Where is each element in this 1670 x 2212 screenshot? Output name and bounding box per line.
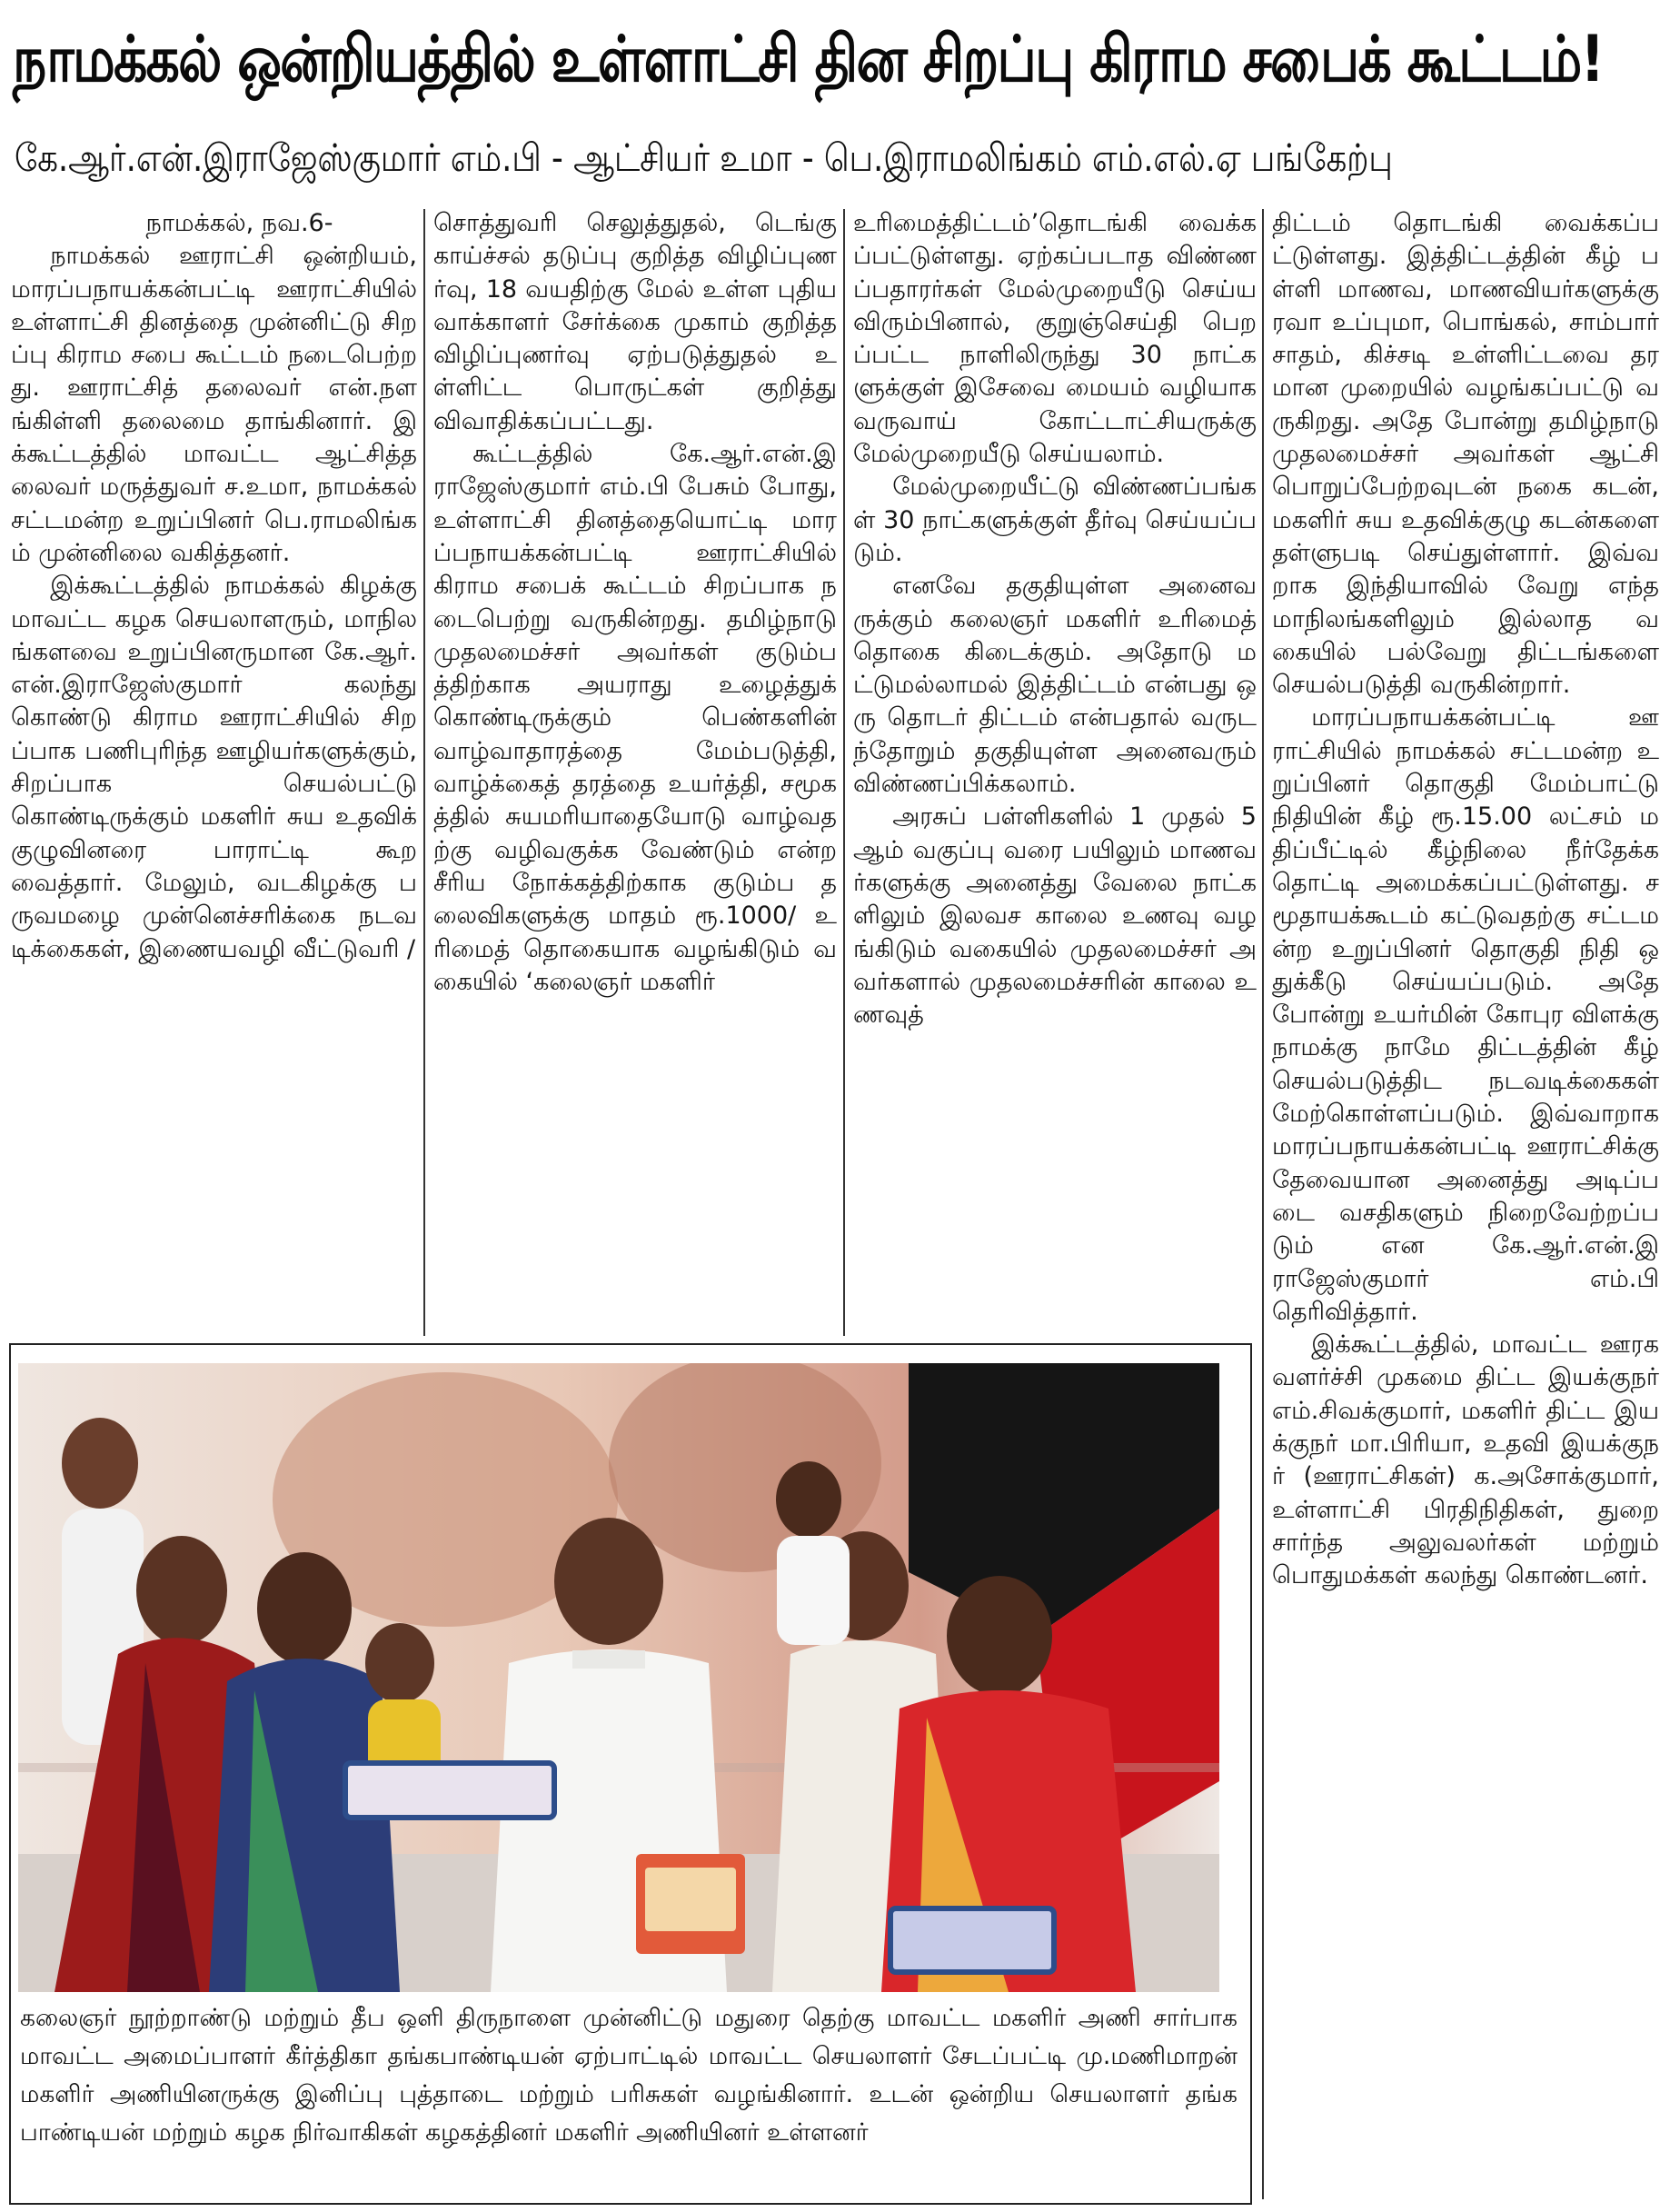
article-paragraph: இக்கூட்டத்தில் நாமக்கல் கிழக்கு மாவட்ட கழக செயலாளரும், மாநிலங்களவை உறுப்பினருமான கே.ஆர்.என்.இராஜேஸ்குமார் கலந்து கொண்டு கிராம ஊராட்சியில் சிறப்பாக பணிபுரிந்த ஊழியர்களுக்கும், சிறப்பாக செயல்பட்டு கொண்டிருக்கும் மகளிர் சுய உதவிக் குழுவினரை பாராட்டி கூற வைத்தார். மேலும், வடகிழக்கு பருவமழை முன்னெச்சரிக்கை நடவடிக்கைகள், இணையவழி வீட்டுவரி / <box>11 572 417 963</box>
article-paragraph: மாரப்பநாயக்கன்பட்டி ஊராட்சியில் நாமக்கல் சட்டமன்ற உறுப்பினர் தொகுதி மேம்பாட்டு நிதியின் கீழ் ரூ.15.00 லட்சம் மதிப்பீட்டில் கீழ்நிலை நீர்தேக்க தொட்டி அமைக்கப்பட்டுள்ளது. சமூதாயக்கூடம் கட்டுவதற்கு சட்டமன்ற உறுப்பினர் தொகுதி நிதி ஒதுக்கீடு செய்யப்படும். அதே போன்று உயர்மின் கோபுர விளக்கு நாமக்கு நாமே திட்டத்தின் கீழ் செயல்படுத்திட நடவடிக்கைகள் மேற்கொள்ளப்படும். இவ்வாறாக மாரப்பநாயக்கன்பட்டி ஊராட்சிக்கு தேவையான அனைத்து அடிப்படை வசதிகளும் நிறைவேற்றப்படும் என கே.ஆர்.என்.இராஜேஸ்குமார் எம்.பி தெரிவித்தார். <box>1272 703 1659 1326</box>
article-paragraph: சொத்துவரி செலுத்துதல், டெங்கு காய்ச்சல் தடுப்பு குறித்த விழிப்புணர்வு, 18 வயதிற்கு மேல் உள்ள புதிய வாக்காளர் சேர்க்கை முகாம் குறித்த விழிப்புணர்வு ஏற்படுத்துதல் உள்ளிட்ட பொருட்கள் குறித்து விவாதிக்கப்பட்டது. <box>433 209 837 435</box>
column-rule <box>1262 209 1264 2199</box>
article-column-1 <box>11 207 417 1357</box>
article-paragraph: நாமக்கல் ஊராட்சி ஒன்றியம், மாரப்பநாயக்கன்பட்டி ஊராட்சியில் உள்ளாட்சி தினத்தை முன்னிட்டு சிறப்பு கிராம சபை கூட்டம் நடைபெற்றது. ஊராட்சித் தலைவர் என்.நளங்கிள்ளி தலைமை தாங்கினார். இக்கூட்டத்தில் மாவட்ட ஆட்சித்தலைவர் மருத்துவர் ச.உமா, நாமக்கல் சட்டமன்ற உறுப்பினர் பெ.ராமலிங்கம் முன்னிலை வகித்தனர். <box>11 242 417 567</box>
subheadline: கே.ஆர்.என்.இராஜேஸ்குமார் எம்.பி - ஆட்சியர் உமா - பெ.இராமலிங்கம் எம்.எல்.ஏ பங்கேற்பு <box>15 135 1393 180</box>
article-paragraph: இக்கூட்டத்தில், மாவட்ட ஊரக வளர்ச்சி முகமை திட்ட இயக்குநர் எம்.சிவக்குமார், மகளிர் திட்ட இயக்குநர் மா.பிரியா, உதவி இயக்குநர் (ஊராட்சிகள்) க.அசோக்குமார், உள்ளாட்சி பிரதிநிதிகள், துறை சார்ந்த அலுவலர்கள் மற்றும் பொதுமக்கள் கலந்து கொண்டனர். <box>1272 1330 1659 1590</box>
article-paragraph: கூட்டத்தில் கே.ஆர்.என்.இராஜேஸ்குமார் எம்.பி பேசும் போது, உள்ளாட்சி தினத்தையொட்டி மாரப்பநாயக்கன்பட்டி ஊராட்சியில் கிராம சபைக் கூட்டம் சிறப்பாக நடைபெற்று வருகின்றது. தமிழ்நாடு முதலமைச்சர் அவர்கள் குடும்பத்திற்காக அயராது உழைத்துக் கொண்டிருக்கும் பெண்களின் வாழ்வாதாரத்தை மேம்படுத்தி, வாழ்க்கைத் தரத்தை உயர்த்தி, சமூகத்தில் சுயமரியாதையோடு வாழ்வதற்கு வழிவகுக்க வேண்டும் என்ற சீரிய நோக்கத்திற்காக குடும்ப தலைவிகளுக்கு மாதம் ரூ.1000/ உரிமைத் தொகையாக வழங்கிடும் வகையில் ‘கலைஞர் மகளிர் <box>433 440 837 996</box>
event-photo <box>18 1363 1219 1992</box>
article-column-3 <box>853 207 1257 1357</box>
article-paragraph: திட்டம் தொடங்கி வைக்கப்பட்டுள்ளது. இத்திட்டத்தின் கீழ் பள்ளி மாணவ, மாணவியர்களுக்கு ரவா உப்புமா, பொங்கல், சாம்பார் சாதம், கிச்சடி உள்ளிட்டவை தரமான முறையில் வழங்கப்பட்டு வருகிறது. அதே போன்று தமிழ்நாடு முதலமைச்சர் அவர்கள் ஆட்சி பொறுப்பேற்றவுடன் நகை கடன், மகளிர் சுய உதவிக்குழு கடன்களை தள்ளுபடி செய்துள்ளார். இவ்வறாக இந்தியாவில் வேறு எந்த மாநிலங்களிலும் இல்லாத வகையில் பல்வேறு திட்டங்களை செயல்படுத்தி வருகின்றார். <box>1272 209 1659 700</box>
event-photo-illustration <box>18 1363 1219 1992</box>
article-paragraph: உரிமைத்திட்டம்’தொடங்கி வைக்கப்பட்டுள்ளது. ஏற்கப்படாத விண்ணப்பதாரர்கள் மேல்முறையீடு செய்ய விரும்பினால், குறுஞ்செய்தி பெறப்பட்ட நாளிலிருந்து 30 நாட்களுக்குள் இசேவை மையம் வழியாக வருவாய் கோட்டாட்சியருக்கு மேல்முறையீடு செய்யலாம். <box>853 209 1257 469</box>
headline: நாமக்கல் ஒன்றியத்தில் உள்ளாட்சி தின சிறப்பு கிராம சபைக் கூட்டம்! <box>13 22 1604 96</box>
article-paragraph: அரசுப் பள்ளிகளில் 1 முதல் 5 ஆம் வகுப்பு வரை பயிலும் மாணவர்களுக்கு அனைத்து வேலை நாட்களிலும் இலவச காலை உணவு வழங்கிடும் வகையில் முதலமைச்சர் அவர்களால் முதலமைச்சரின் காலை உணவுத் <box>853 802 1257 1030</box>
article-paragraph: மேல்முறையீட்டு விண்ணப்பங்கள் 30 நாட்களுக்குள் தீர்வு செய்யப்படும். <box>853 473 1257 567</box>
article-column-2 <box>433 207 837 1357</box>
column-rule <box>423 209 425 1336</box>
photo-caption: கலைஞர் நூற்றாண்டு மற்றும் தீப ஒளி திருநாளை முன்னிட்டு மதுரை தெற்கு மாவட்ட மகளிர் அணி சார்பாக மாவட்ட அமைப்பாளர் கீர்த்திகா தங்கபாண்டியன் ஏற்பாட்டில் மாவட்ட செயலாளர் சேடப்பட்டி மு.மணிமாறன் மகளிர் அணியினருக்கு இனிப்பு புத்தாடை மற்றும் பரிசுகள் வழங்கினார். உடன் ஒன்றிய செயலாளர் தங்கபாண்டியன் மற்றும் கழக நிர்வாகிகள் கழகத்தினர் மகளிர் அணியினர் உள்ளனர் <box>20 2004 1238 2147</box>
column-rule <box>843 209 845 1336</box>
article-column-4 <box>1272 207 1659 2207</box>
article-paragraph: எனவே தகுதியுள்ள அனைவருக்கும் கலைஞர் மகளிர் உரிமைத் தொகை கிடைக்கும். அதோடு மட்டுமல்லாமல் இத்திட்டம் என்பது ஒரு தொடர் திட்டம் என்பதால் வருடந்தோறும் தகுதியுள்ள அனைவரும் விண்ணப்பிக்கலாம். <box>853 572 1257 799</box>
dateline: நாமக்கல், நவ.6- <box>145 209 333 237</box>
